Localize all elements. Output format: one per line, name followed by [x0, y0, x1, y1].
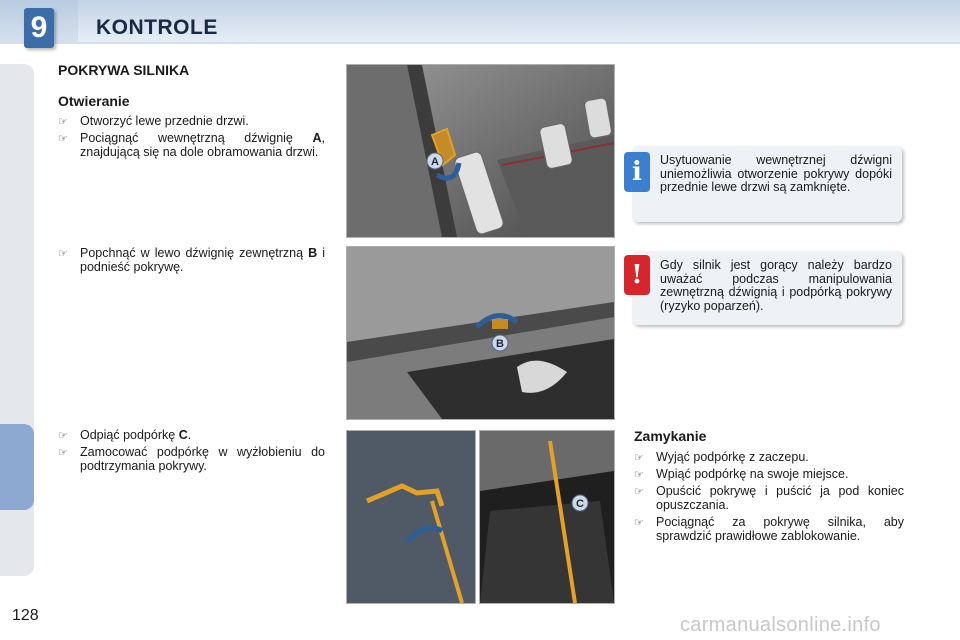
- prop-label: C: [178, 428, 188, 442]
- lever-b-illustration: [347, 247, 614, 419]
- step-text: Pociągnąć wewnętrzną dźwignię: [80, 131, 313, 145]
- lever-label: A: [312, 131, 322, 145]
- lever-b-marker: B: [496, 338, 504, 350]
- info-note: [632, 146, 902, 222]
- step-text: Zamocować podpórkę w wyżłobieniu do podtrzymania pokrywy.: [80, 445, 325, 473]
- pointing-hand-icon: ☞: [634, 469, 644, 481]
- lever-a-marker: A: [431, 156, 439, 168]
- step-text: Opuścić pokrywę i puścić ja pod koniec opuszczania.: [656, 484, 904, 512]
- step-text: Pociągnąć za pokrywę silnika, aby sprawdzić prawidłowe zablokowanie.: [656, 515, 904, 543]
- list-item: [58, 445, 325, 473]
- photo-lever-a: [346, 64, 615, 238]
- lever-label: B: [308, 246, 318, 260]
- step-text: i podnieść pokrywę.: [80, 246, 325, 274]
- section-title: POKRYWA SILNIKA: [58, 62, 190, 78]
- pointing-hand-icon: ☞: [58, 447, 68, 459]
- photo-prop-c: [479, 430, 615, 604]
- prop-c-marker: C: [576, 498, 584, 510]
- pointing-hand-icon: ☞: [58, 248, 68, 260]
- step-text: Popchnąć w lewo dźwignię zewnętrzną: [80, 246, 309, 260]
- pointing-hand-icon: ☞: [58, 430, 68, 442]
- list-item: [634, 450, 904, 464]
- pointing-hand-icon: ☞: [634, 486, 644, 498]
- info-icon: i: [624, 152, 650, 192]
- step-text: .: [187, 428, 192, 442]
- exclamation-icon: !: [624, 255, 650, 295]
- list-item: [634, 515, 904, 543]
- chapter-title: KONTROLE: [96, 16, 218, 39]
- photo-prop-clip: [346, 430, 476, 604]
- list-item: [58, 114, 325, 128]
- pointing-hand-icon: ☞: [634, 517, 644, 529]
- pointing-hand-icon: ☞: [634, 452, 644, 464]
- chapter-tab: [0, 424, 34, 510]
- list-item: [634, 484, 904, 512]
- photo-lever-b: [346, 246, 615, 420]
- warning-note: [632, 251, 902, 325]
- prop-clip-illustration: [347, 431, 475, 603]
- closing-steps: [634, 450, 904, 546]
- chapter-number: 9: [24, 8, 54, 48]
- opening-title: Otwieranie: [58, 93, 130, 109]
- prop-c-illustration: [480, 431, 614, 603]
- page-number: 128: [12, 607, 39, 624]
- closing-title: Zamykanie: [634, 428, 707, 444]
- list-item: [58, 246, 325, 274]
- step-text: Otworzyć lewe przednie drzwi.: [80, 114, 249, 128]
- list-item: [58, 131, 325, 159]
- lever-a-illustration: [347, 65, 614, 237]
- warning-note-text: Gdy silnik jest gorący należy bardzo uważać podczas manipulowania zewnętrzną dźwignią i podpórką pokrywy (ryzyko poparzeń).: [660, 258, 892, 313]
- step-text: Odpiąć podpórkę: [80, 428, 179, 442]
- step-text: Wyjąć podpórkę z zaczepu.: [656, 450, 809, 464]
- step-text: Wpiąć podpórkę na swoje miejsce.: [656, 467, 849, 481]
- opening-steps-1: [58, 114, 325, 162]
- opening-steps-2: [58, 246, 325, 277]
- watermark: carmanualsonline.info: [680, 614, 881, 636]
- list-item: [634, 467, 904, 481]
- info-note-text: Usytuowanie wewnętrznej dźwigni uniemożliwia otworzenie pokrywy dopóki przednie lewe drzwi są zamknięte.: [660, 153, 892, 194]
- pointing-hand-icon: ☞: [58, 116, 68, 128]
- pointing-hand-icon: ☞: [58, 133, 68, 145]
- opening-steps-3: [58, 428, 325, 476]
- list-item: [58, 428, 325, 442]
- step-text: , znajdującą się na dole obramowania drzwi.: [80, 131, 325, 159]
